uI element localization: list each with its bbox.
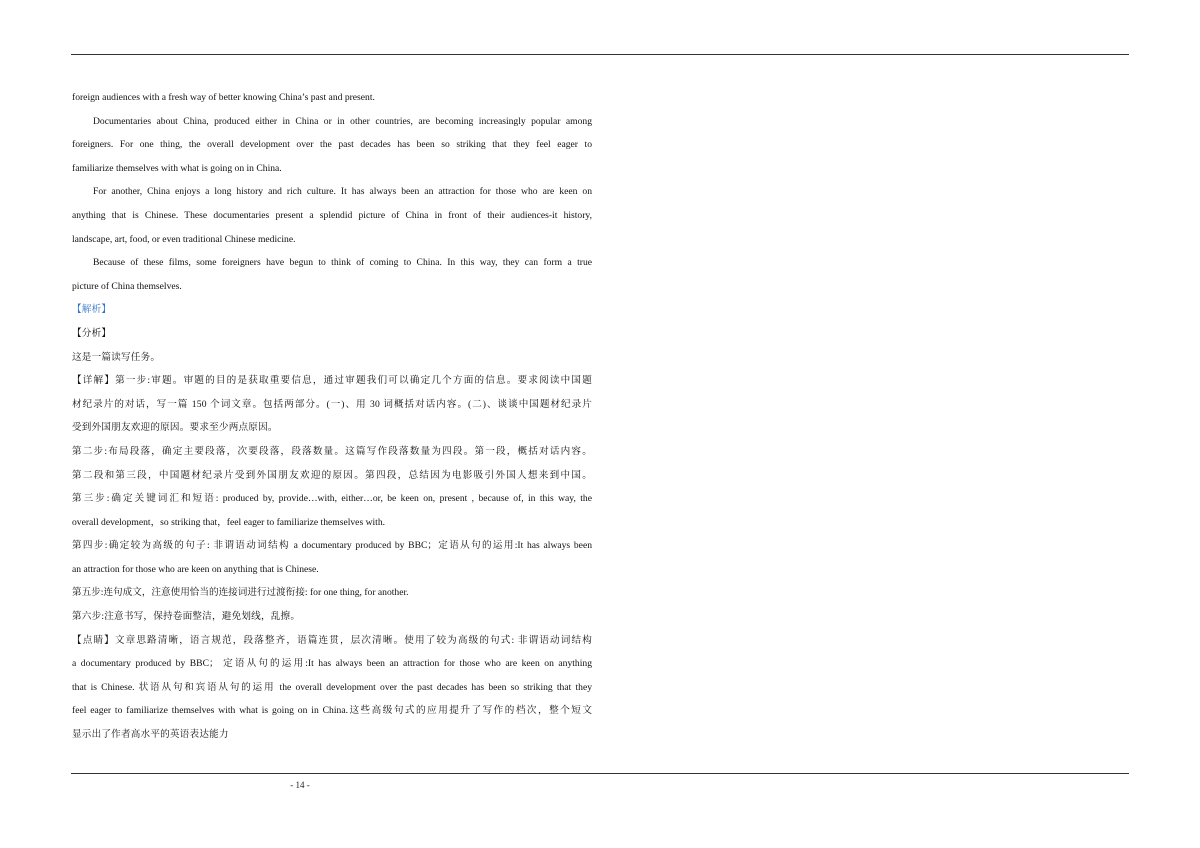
essay-line: Because of these films, some foreigners have begun to think of coming to China. In this way, they can form a true bbox=[93, 257, 592, 269]
page-number: - 14 - bbox=[290, 780, 310, 790]
essay-line: picture of China themselves. bbox=[72, 280, 182, 292]
analysis-line: 【点睛】文章思路清晰，语言规范，段落整齐，语篇连贯，层次清晰。使用了较为高级的句式: 非谓语动词结构 bbox=[72, 634, 592, 646]
analysis-line: 第三步:确定关键词汇和短语: produced by, provide…with, either…or, be keen on, present , because of, in this way, the bbox=[72, 493, 592, 505]
essay-line: landscape, art, food, or even traditional Chinese medicine. bbox=[72, 233, 296, 245]
analysis-line: 材纪录片的对话，写一篇 150 个词文章。包括两部分。(一)、用 30 词概括对话内容。(二)、谈谈中国题材纪录片 bbox=[72, 398, 592, 410]
jiexi-heading: 【解析】 bbox=[72, 304, 112, 316]
analysis-line: 受到外国朋友欢迎的原因。要求至少两点原因。 bbox=[72, 422, 278, 434]
essay-line: foreign audiences with a fresh way of better knowing China’s past and present. bbox=[72, 92, 375, 103]
analysis-line: 显示出了作者高水平的英语表达能力 bbox=[72, 729, 229, 741]
analysis-line: overall development，so striking that，feel eager to familiarize themselves with. bbox=[72, 516, 386, 528]
essay-line: anything that is Chinese. These documentaries present a splendid picture of China in front of their audiences-it history, bbox=[72, 209, 592, 221]
analysis-line: 第二段和第三段，中国题材纪录片受到外国朋友欢迎的原因。第四段，总结因为电影吸引外国人想来到中国。 bbox=[72, 469, 592, 481]
essay-line: For another, China enjoys a long history and rich culture. It has always been an attraction for those who are keen on bbox=[93, 186, 592, 198]
analysis-line: 第五步:连句成文，注意使用恰当的连接词进行过渡衔接: for one thing, for another. bbox=[72, 587, 409, 599]
analysis-line: 【详解】第一步:审题。审题的目的是获取重要信息，通过审题我们可以确定几个方面的信息。要求阅读中国题 bbox=[72, 375, 592, 387]
fenxi-heading: 【分析】 bbox=[72, 327, 112, 339]
analysis-line: 第四步:确定较为高级的句子: 非谓语动词结构 a documentary produced by BBC；定语从句的运用:It has always been bbox=[72, 540, 592, 552]
fenxi-text: 这是一篇读写任务。 bbox=[72, 351, 161, 363]
analysis-line: an attraction for those who are keen on anything that is Chinese. bbox=[72, 563, 319, 575]
analysis-line: that is Chinese. 状语从句和宾语从句的运用 the overall development over the past decades has been so striking that they bbox=[72, 681, 592, 693]
footer-rule bbox=[71, 773, 1129, 774]
header-rule bbox=[71, 54, 1129, 55]
analysis-line: a documentary produced by BBC； 定语从句的运用:It has always been an attraction for those who are keen on anything bbox=[72, 658, 592, 670]
analysis-line: 第六步:注意书写，保持卷面整洁，避免划线，乱擦。 bbox=[72, 611, 301, 623]
analysis-line: feel eager to familiarize themselves with what is going on in China.这些高级句式的应用提升了写作的档次，整个短文 bbox=[72, 705, 592, 717]
essay-line: Documentaries about China, produced either in China or in other countries, are becoming increasingly popular among bbox=[93, 115, 592, 127]
essay-line: familiarize themselves with what is going on in China. bbox=[72, 162, 282, 174]
document-body bbox=[72, 86, 592, 747]
essay-line: foreigners. For one thing, the overall development over the past decades has been so striking that they feel eager to bbox=[72, 139, 592, 151]
analysis-line: 第二步:布局段落，确定主要段落，次要段落，段落数量。这篇写作段落数量为四段。第一段，概括对话内容。 bbox=[72, 445, 592, 457]
